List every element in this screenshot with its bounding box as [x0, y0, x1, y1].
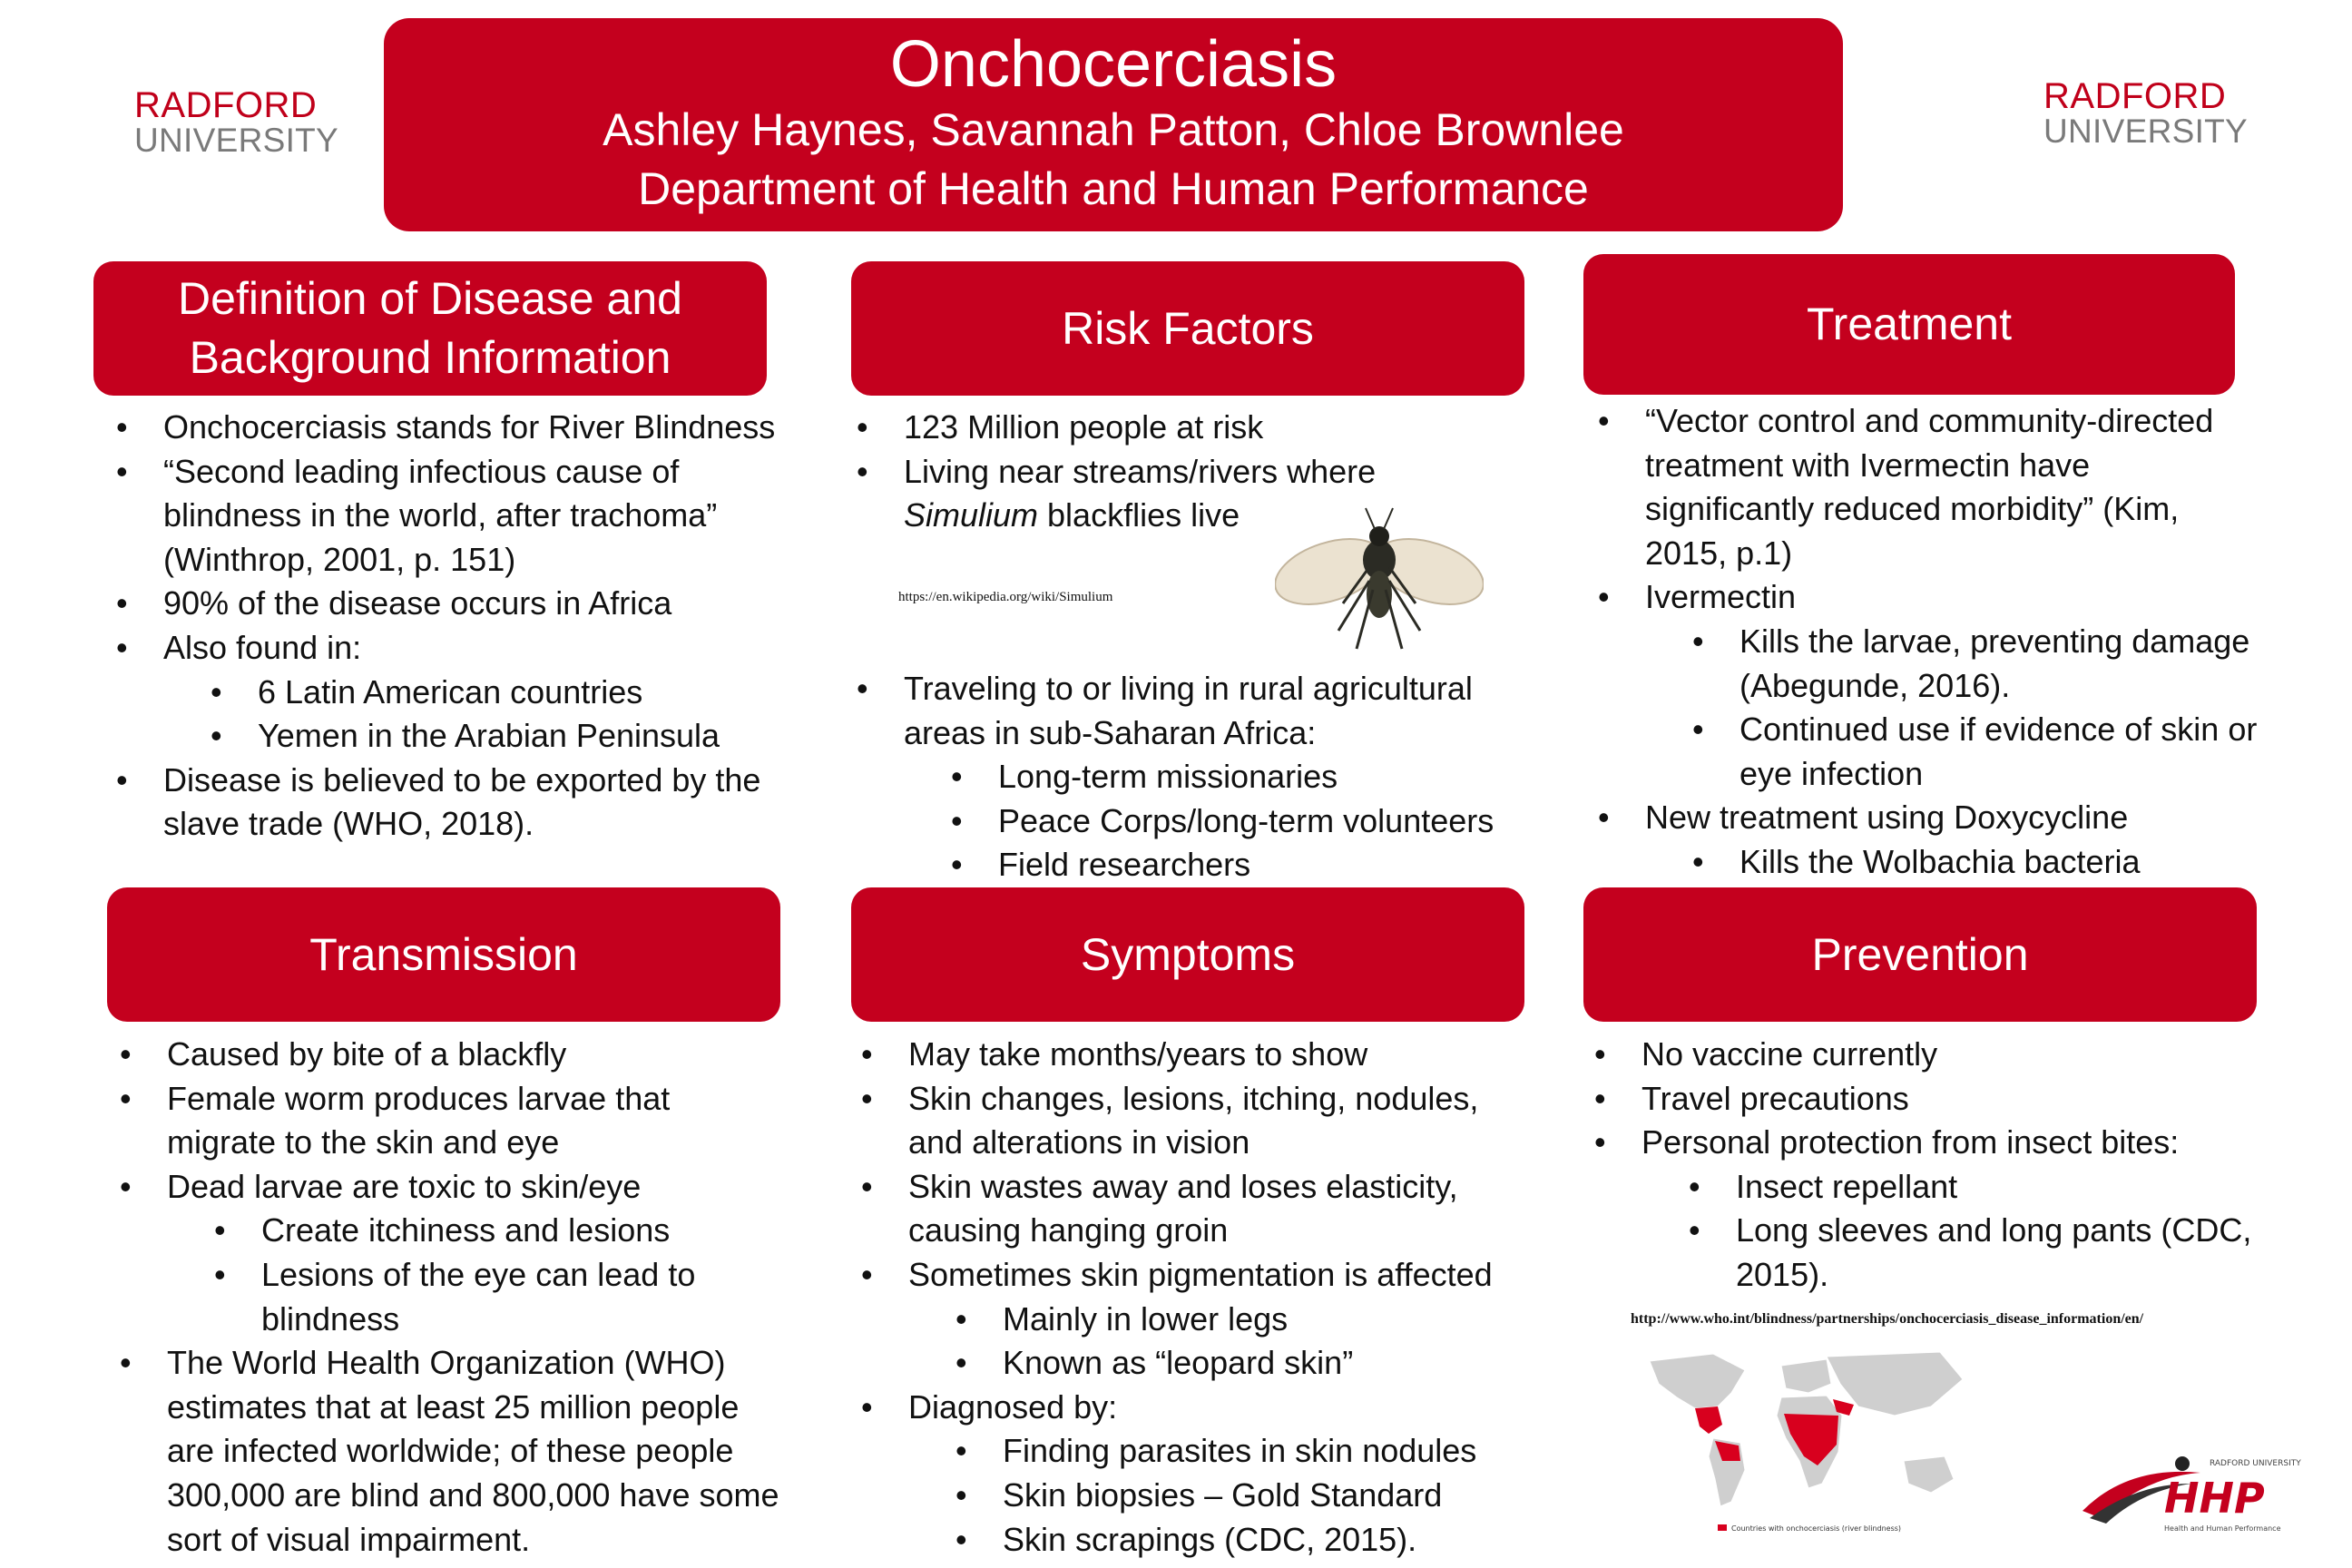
list-item: • Kills the larvae, preventing damage (Abegunde, 2016). [1594, 620, 2266, 708]
list-item: • May take months/years to show [858, 1033, 1529, 1077]
list-item: • Living near streams/rivers where Simulium blackflies live [853, 450, 1524, 538]
list-item: • Skin changes, lesions, itching, nodules, and alterations in vision [858, 1077, 1529, 1165]
list-item: • Sometimes skin pigmentation is affected [858, 1253, 1529, 1298]
list-item: • “Vector control and community-directed treatment with Ivermectin have significantly reduced morbidity” (Kim, 2015, p.1) [1594, 399, 2266, 575]
definition-body [113, 406, 784, 847]
map-legend: Countries with onchocerciasis (river blindness) [1731, 1524, 1902, 1533]
list-item: • Also found in: [113, 626, 784, 671]
list-item: • Personal protection from insect bites: [1591, 1121, 2262, 1165]
list-item: • Long sleeves and long pants (CDC, 2015). [1591, 1209, 2262, 1297]
list-item: • 123 Million people at risk [853, 406, 1524, 450]
list-item: • Dead larvae are toxic to skin/eye [116, 1165, 788, 1210]
list-item: • Female worm produces larvae that migrate to the skin and eye [116, 1077, 788, 1165]
poster-title: Onchocerciasis [889, 28, 1338, 101]
risk-factors-header: Risk Factors [851, 261, 1524, 396]
list-item: • No vaccine currently [1591, 1033, 2262, 1077]
list-item: • Finding parasites in skin nodules [858, 1429, 1529, 1474]
list-item: • Mainly in lower legs [858, 1298, 1529, 1342]
list-item: • Yemen in the Arabian Peninsula [113, 714, 784, 759]
radford-logo-right: RADFORD UNIVERSITY [2043, 76, 2249, 150]
poster-department: Department of Health and Human Performance [638, 163, 1589, 215]
treatment-body [1594, 399, 2266, 885]
list-item: • Ivermectin [1594, 575, 2266, 620]
list-item: • Diagnosed by: [858, 1386, 1529, 1430]
list-item: • Peace Corps/long-term volunteers [853, 799, 1524, 844]
prevention-header: Prevention [1583, 887, 2257, 1022]
radford-logo-left: RADFORD UNIVERSITY [134, 85, 339, 159]
svg-text:Health and Human Performance: Health and Human Performance [2164, 1524, 2281, 1533]
list-item: • Continued use if evidence of skin or eye infection [1594, 708, 2266, 796]
list-item: • Skin scrapings (CDC, 2015). [858, 1518, 1529, 1563]
list-item: • Insect repellant [1591, 1165, 2262, 1210]
prevention-body [1591, 1033, 2262, 1298]
symptoms-header: Symptoms [851, 887, 1524, 1022]
world-map-image [1632, 1343, 1976, 1543]
treatment-header: Treatment [1583, 254, 2235, 395]
blackfly-image [1275, 495, 1484, 658]
list-item: • Skin wastes away and loses elasticity, causing hanging groin [858, 1165, 1529, 1253]
list-item: • Field researchers [853, 843, 1524, 887]
list-item: • New treatment using Doxycycline [1594, 796, 2266, 840]
list-item: • “Second leading infectious cause of blindness in the world, after trachoma” (Winthrop, 2001, p. 151) [113, 450, 784, 583]
list-item: • 6 Latin American countries [113, 671, 784, 715]
list-item: • Travel precautions [1591, 1077, 2262, 1122]
list-item: • Create itchiness and lesions [116, 1209, 788, 1253]
list-item: • The World Health Organization (WHO) estimates that at least 25 million people are infected worldwide; of these people 300,000 are blind and 800,000 have some sort of visual impairment. [116, 1341, 788, 1562]
list-item: • Kills the Wolbachia bacteria [1594, 840, 2266, 885]
who-map-source-link[interactable]: http://www.who.int/blindness/partnerships/onchocerciasis_disease_information/en/ [1631, 1311, 2144, 1327]
poster-authors: Ashley Haynes, Savannah Patton, Chloe Brownlee [603, 104, 1624, 156]
svg-text:RADFORD UNIVERSITY: RADFORD UNIVERSITY [2210, 1459, 2301, 1468]
symptoms-body [858, 1033, 1529, 1562]
list-item: • Caused by bite of a blackfly [116, 1033, 788, 1077]
list-item: • Traveling to or living in rural agricultural areas in sub-Saharan Africa: [853, 667, 1524, 755]
list-item: • Onchocerciasis stands for River Blindness [113, 406, 784, 450]
transmission-header: Transmission [107, 887, 780, 1022]
list-item: • Disease is believed to be exported by the slave trade (WHO, 2018). [113, 759, 784, 847]
list-item: • Long-term missionaries [853, 755, 1524, 799]
list-item: • Known as “leopard skin” [858, 1341, 1529, 1386]
definition-header: Definition of Disease and Background Information [93, 261, 767, 396]
title-banner [384, 18, 1843, 231]
risk-factors-body-2 [853, 667, 1524, 887]
list-item: • 90% of the disease occurs in Africa [113, 582, 784, 626]
svg-text:HHP: HHP [2164, 1474, 2265, 1523]
transmission-body [116, 1033, 788, 1562]
simulium-source-link[interactable]: https://en.wikipedia.org/wiki/Simulium [898, 590, 1113, 604]
list-item: • Skin biopsies – Gold Standard [858, 1474, 1529, 1518]
hhp-logo [2073, 1447, 2309, 1538]
list-item: • Lesions of the eye can lead to blindness [116, 1253, 788, 1341]
